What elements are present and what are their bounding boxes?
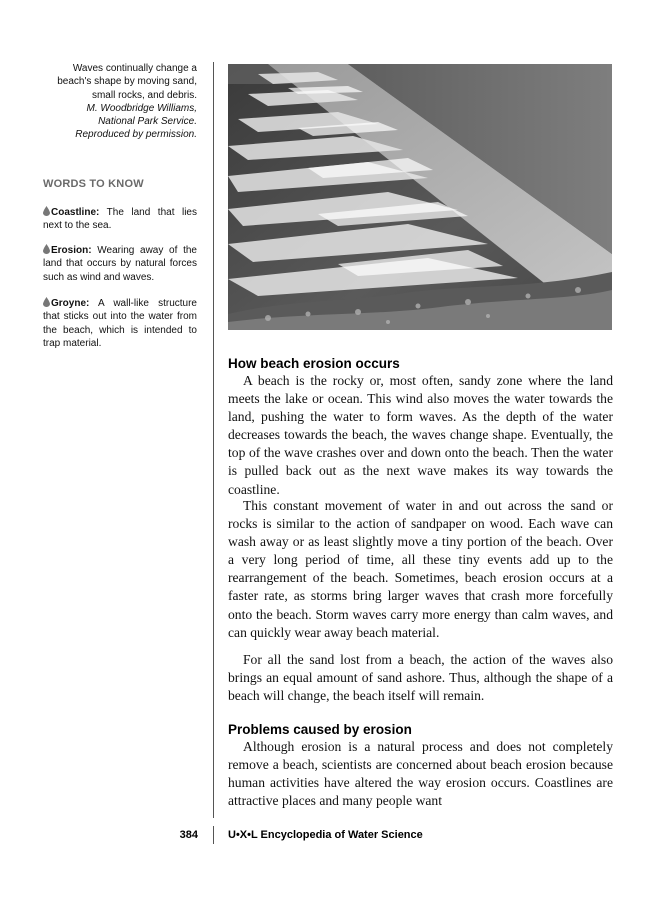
term-definition: Wearing away of the land that occurs by natural forces such as wind and waves. — [43, 245, 197, 283]
paragraph: Although erosion is a natural process and does not completely remove a beach, scientists are concerned about beach erosion because human activities have altered the way erosion occurs. Coastlines are attractive places and many people want — [228, 739, 613, 809]
caption-credit-3: Reproduced by permission. — [75, 129, 197, 141]
caption-credit-1: M. Woodbridge Williams, — [86, 102, 197, 114]
term-groyne — [43, 297, 197, 350]
book-title: U•X•L Encyclopedia of Water Science — [228, 829, 423, 841]
column-divider — [213, 62, 214, 818]
beach-waves-image — [228, 64, 612, 330]
term-coastline — [43, 206, 197, 233]
section-heading-problems-caused: Problems caused by erosion — [228, 722, 412, 737]
term-name: Coastline: — [51, 207, 100, 218]
water-drop-icon — [43, 244, 50, 254]
page-number: 384 — [179, 829, 198, 841]
term-erosion — [43, 244, 197, 284]
beach-waves-photo — [228, 64, 612, 330]
water-drop-icon — [43, 206, 50, 216]
photo-caption — [43, 62, 197, 142]
caption-text: Waves continually change a beach's shape by moving sand, small rocks, and debris. — [57, 63, 197, 101]
term-definition: A wall-like structure that sticks out into the water from the beach, which is intended to trap material. — [43, 298, 197, 349]
footer-divider — [213, 826, 214, 844]
caption-credit-2: National Park Service. — [98, 116, 197, 128]
term-definition: The land that lies next to the sea. — [43, 207, 197, 232]
paragraph: A beach is the rocky or, most often, sandy zone where the land meets the lake or ocean. This wind also moves the water towards the land, pushing the water to form waves. As the depth of the water decreases towards the beach, the waves change shape. Eventually, the top of the wave crashes over and down onto the beach. Then the water is pulled back out as the next wave makes its way towards the coastline. — [228, 373, 613, 497]
water-drop-icon — [43, 297, 50, 307]
paragraph: For all the sand lost from a beach, the action of the waves also brings an equal amount of sand ashore. Thus, although the shape of a beach will change, the beach itself will remain. — [228, 652, 613, 704]
term-name: Erosion: — [51, 245, 92, 256]
section-heading-how-erosion-occurs: How beach erosion occurs — [228, 356, 400, 371]
words-to-know-heading: WORDS TO KNOW — [43, 178, 144, 190]
paragraph: This constant movement of water in and out across the sand or rocks is similar to the action of sandpaper on wood. Each wave can wash away or as least slightly move a tiny portion of the beach. Over a very long period of time, all these tiny events add up to the rearrangement of the beach. Sometimes, beach erosion occurs at a faster rate, as storms bring larger waves that crash more forcefully onto the beach. Storm waves carry more energy than calm waves, and can quickly wear away beach material. — [228, 498, 613, 640]
term-name: Groyne: — [51, 298, 90, 309]
